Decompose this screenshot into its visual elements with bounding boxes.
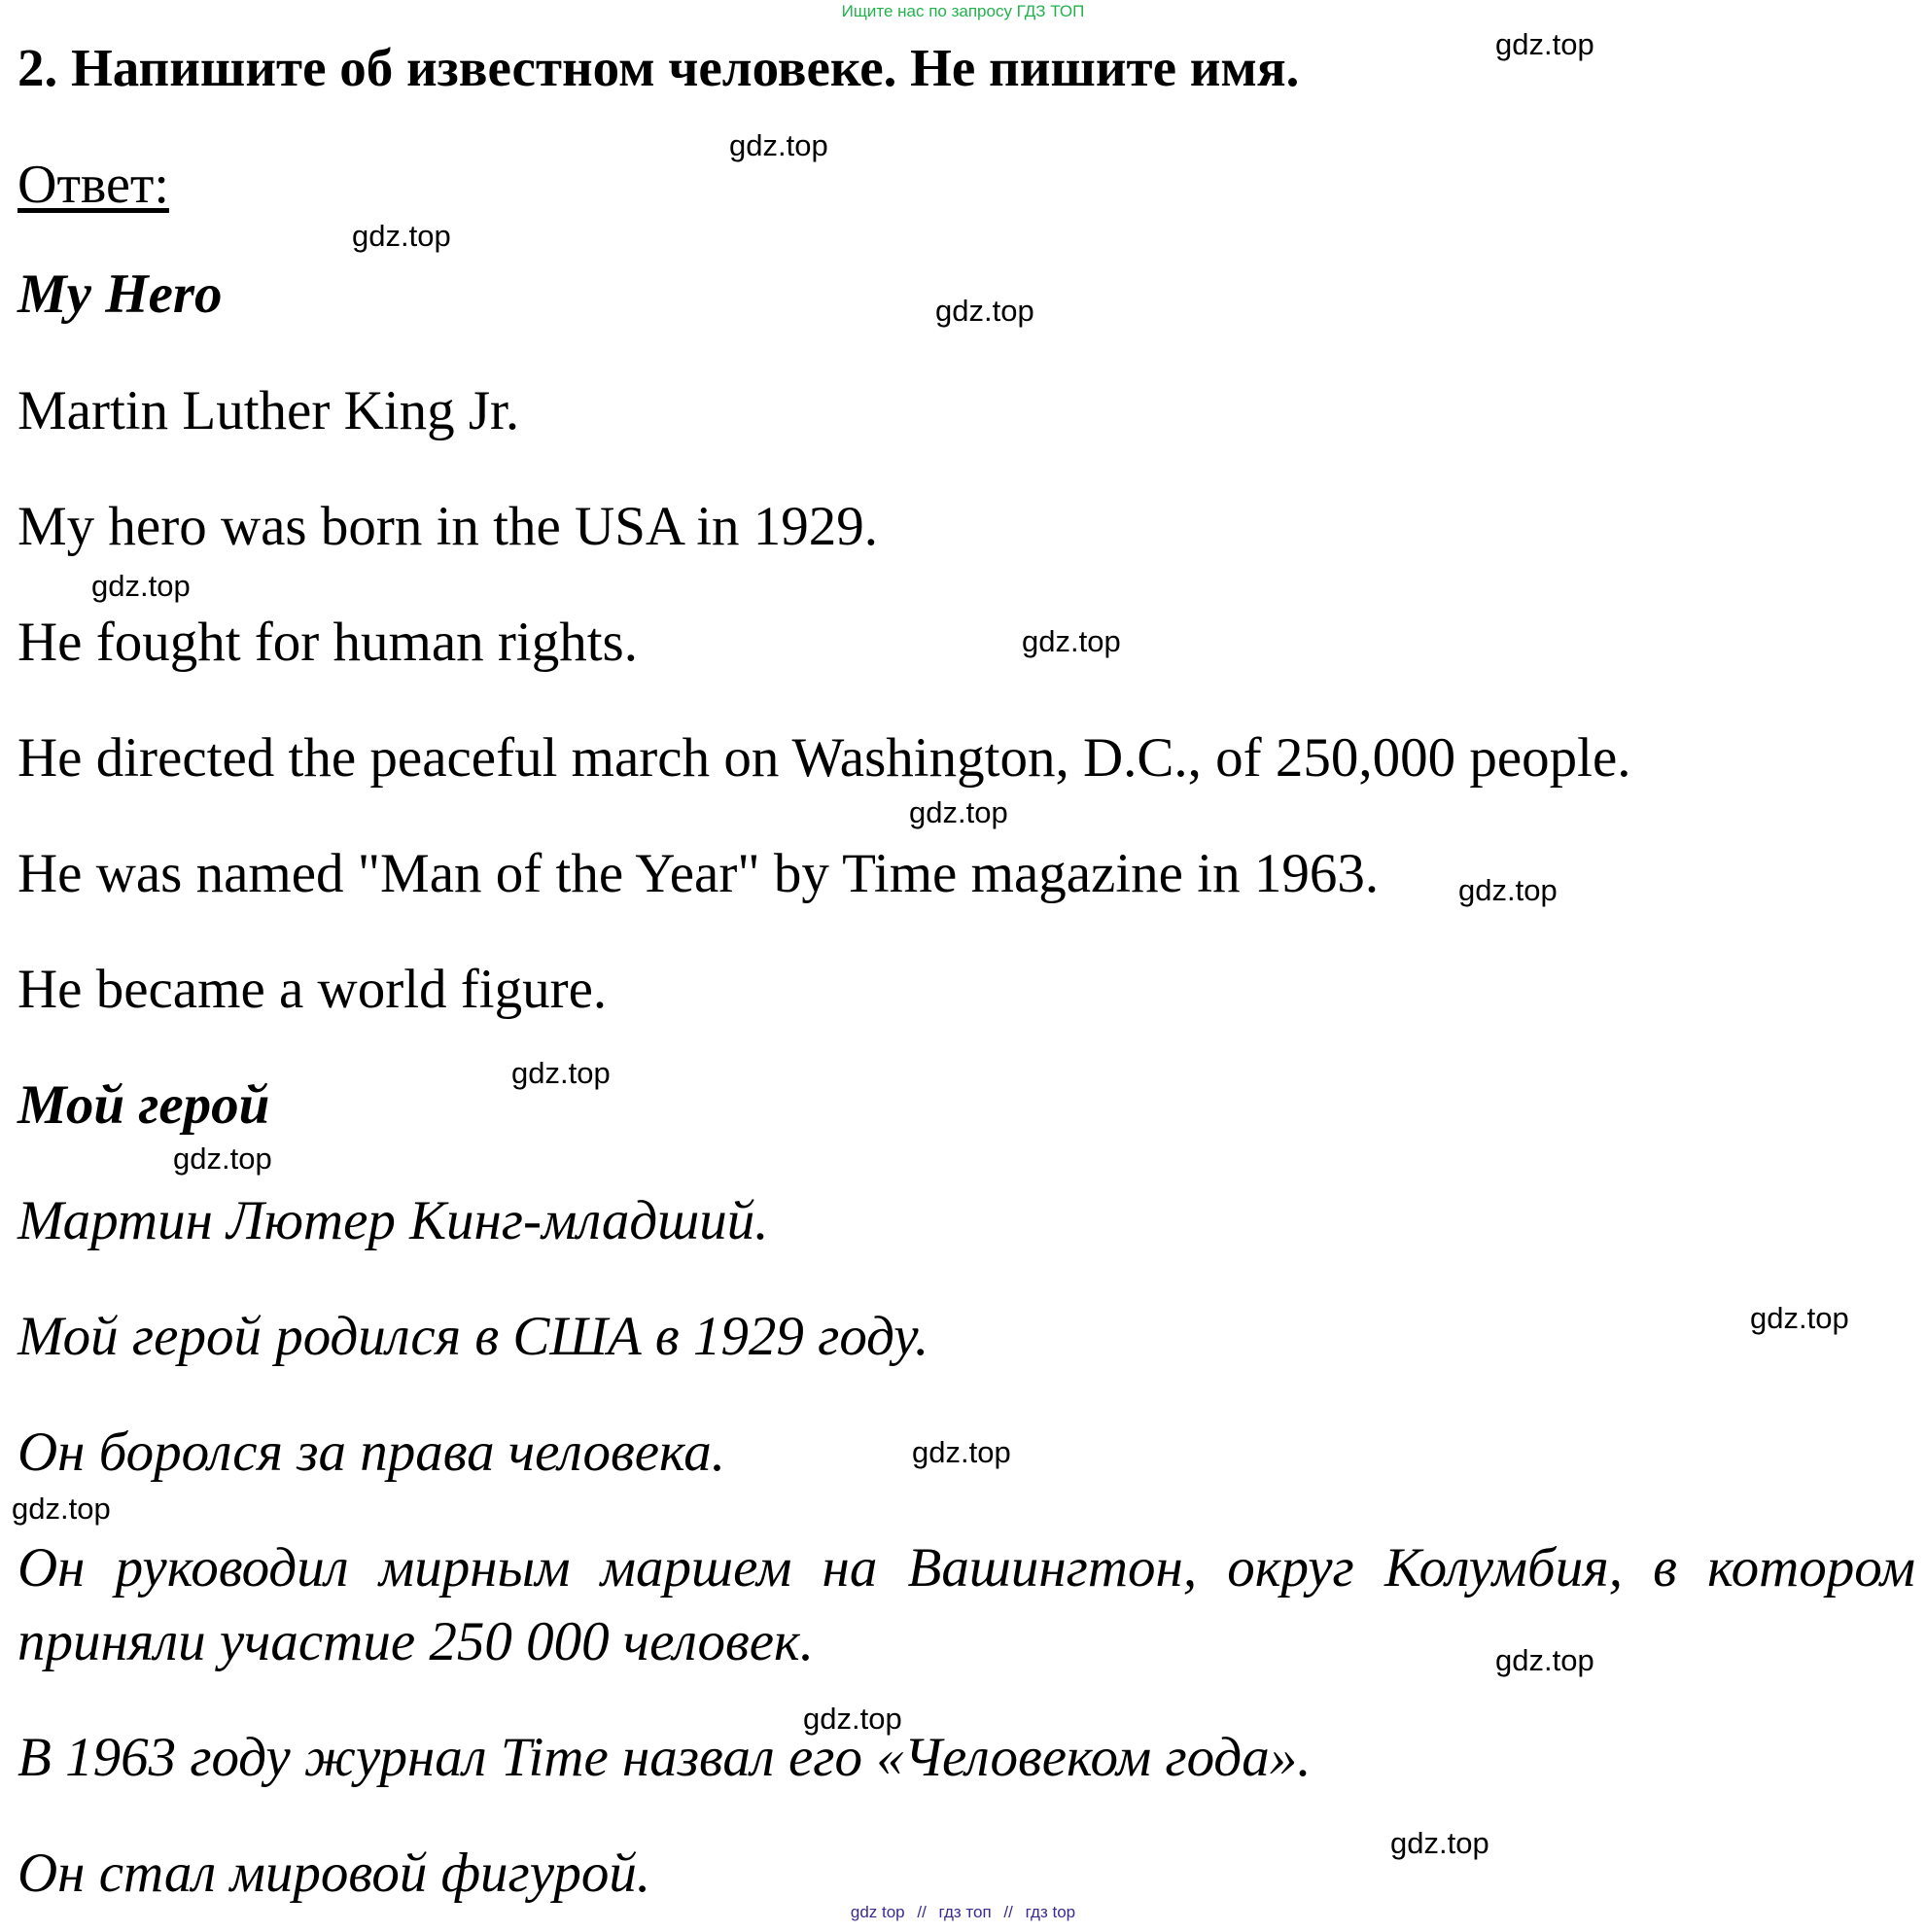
russian-line-march-2: приняли участие 250 000 человек.	[18, 1611, 814, 1672]
watermark: gdz.top	[935, 294, 1034, 328]
english-line-name: Martin Luther King Jr.	[18, 380, 520, 441]
russian-line-figure: Он стал мировой фигурой.	[18, 1843, 651, 1904]
english-title: My Hero	[18, 263, 223, 325]
watermark: gdz.top	[12, 1492, 111, 1526]
russian-line-time: В 1963 году журнал Time назвал его «Человеком года».	[18, 1727, 1312, 1788]
english-line-march: He directed the peaceful march on Washington, D.C., of 250,000 people.	[18, 727, 1631, 789]
watermark: gdz.top	[173, 1142, 272, 1176]
footer-separator: //	[1003, 1903, 1013, 1921]
english-line-born: My hero was born in the USA in 1929.	[18, 496, 879, 557]
footer-separator: //	[917, 1903, 927, 1921]
footer-part: гдз топ	[938, 1903, 992, 1921]
answer-label: Ответ:	[18, 155, 169, 215]
footer-part: gdz top	[850, 1903, 905, 1921]
russian-line-born: Мой герой родился в США в 1929 году.	[18, 1306, 929, 1367]
watermark: gdz.top	[1495, 1643, 1594, 1677]
watermark: gdz.top	[803, 1702, 902, 1736]
russian-title: Мой герой	[18, 1074, 270, 1136]
watermark: gdz.top	[1458, 873, 1558, 907]
task-heading: 2. Напишите об известном человеке. Не пишите имя.	[18, 38, 1300, 97]
watermark: gdz.top	[1022, 624, 1121, 658]
watermark: gdz.top	[91, 569, 191, 603]
watermark: gdz.top	[1390, 1826, 1489, 1860]
english-line-figure: He became a world figure.	[18, 959, 608, 1020]
russian-line-march-1: Он руководил мирным маршем на Вашингтон, округ Колумбия, в котором	[18, 1537, 1915, 1598]
english-line-rights: He fought for human rights.	[18, 612, 638, 673]
russian-line-rights: Он боролся за права человека.	[18, 1422, 726, 1483]
watermark: gdz.top	[729, 128, 828, 162]
bottom-footer	[0, 1903, 1926, 1922]
watermark: gdz.top	[909, 795, 1008, 829]
top-banner: Ищите нас по запросу ГДЗ ТОП	[841, 2, 1085, 20]
watermark: gdz.top	[1495, 27, 1594, 61]
watermark: gdz.top	[912, 1435, 1011, 1469]
watermark: gdz.top	[511, 1056, 611, 1090]
footer-part: гдз top	[1025, 1903, 1076, 1921]
watermark: gdz.top	[352, 219, 451, 253]
english-line-time: He was named "Man of the Year" by Time magazine in 1963.	[18, 843, 1380, 904]
russian-line-name: Мартин Лютер Кинг-младший.	[18, 1190, 769, 1251]
watermark: gdz.top	[1750, 1301, 1849, 1335]
